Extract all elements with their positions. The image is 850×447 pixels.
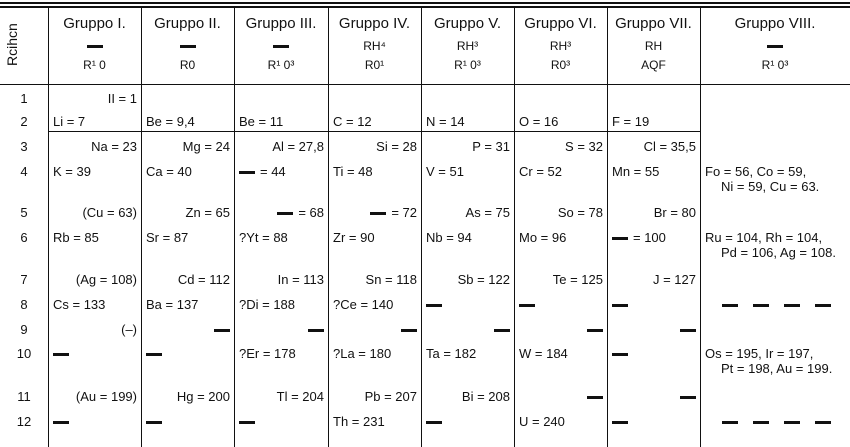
element-cell [514,322,603,337]
element-cell [612,114,649,129]
row-number: 2 [20,114,28,129]
row-number: 4 [20,164,28,179]
element-value: Te = 125 [552,272,603,287]
element-cell [612,297,628,312]
element-value: So = 78 [557,205,603,220]
placeholder-dash [612,421,628,424]
element-cell [705,164,819,194]
element-value: Sr = 87 [146,230,189,245]
element-value: Ti = 48 [333,164,373,179]
element-value: Ca = 40 [146,164,192,179]
element-value: Mg = 24 [182,139,230,154]
element-cell [146,297,198,312]
header-dash [767,45,783,48]
element-cell [426,114,465,129]
element-cell [146,230,188,245]
element-cell [234,205,324,220]
element-value: W = 184 [519,346,568,361]
placeholder-dash [426,304,442,307]
element-cell [705,230,836,260]
group-hydride-formula: RH [644,39,663,53]
group-title: Gruppo II. [154,15,221,32]
element-value: (Ag = 108) [75,272,137,287]
element-value: Zn = 65 [185,205,230,220]
element-cell [426,164,464,179]
element-cell [426,297,442,312]
placeholder-dash [587,396,603,399]
placeholder-dash [722,421,738,424]
element-cell [146,346,162,361]
element-cell [146,114,195,129]
element-value: Ta = 182 [426,346,477,361]
header-dash [87,45,103,48]
element-cell [146,414,162,429]
element-cell [48,272,137,287]
placeholder-dash [401,329,417,332]
row-label-header: Rcihcn [4,23,20,66]
element-value: (Au = 199) [75,389,137,404]
element-value: Cl = 35,5 [643,139,696,154]
group-oxide-formula: R¹ 0³ [454,58,481,72]
element-value: K = 39 [53,164,91,179]
element-cell [333,230,375,245]
element-cell [48,389,137,404]
element-cell [514,139,603,154]
cell-rule [421,131,514,132]
placeholder-dash [426,421,442,424]
element-value: Na = 23 [91,139,137,154]
element-cell [141,272,230,287]
element-value: ?Di = 188 [239,297,296,312]
element-value: ?Er = 178 [239,346,296,361]
row-number: 1 [20,91,28,106]
placeholder-dash [370,212,386,215]
element-cell [705,346,832,376]
cell-rule [607,131,700,132]
placeholder-dash [753,304,769,307]
element-cell [607,322,696,337]
group-hydride-formula: RH³ [456,39,479,53]
placeholder-dash [308,329,324,332]
column-divider [328,7,329,447]
element-cell [333,114,372,129]
element-value: Br = 80 [653,205,696,220]
element-cell [333,346,391,361]
element-value: Pb = 207 [364,389,417,404]
group-oxide-formula: R0 [179,58,196,72]
element-cell [48,322,137,337]
placeholder-dash [612,237,628,240]
placeholder-dash [53,353,69,356]
element-cell [519,346,568,361]
element-cell [48,139,137,154]
group-oxide-formula: AQF [641,58,666,72]
element-cell [239,164,286,179]
element-cell [519,230,566,245]
element-cell [239,297,295,312]
element-value: Tl = 204 [276,389,324,404]
element-cell [426,230,472,245]
row-number: 6 [20,230,28,245]
column-divider [514,7,515,447]
element-value: = 68 [298,205,324,220]
element-value: P = 31 [472,139,510,154]
cell-rule [141,131,234,132]
element-cell [519,114,558,129]
placeholder-dash [494,329,510,332]
placeholder-dash [784,304,800,307]
group-header [48,0,141,84]
element-cell [53,414,69,429]
element-value: Sb = 122 [457,272,510,287]
element-value: Hg = 200 [176,389,230,404]
element-value: II = 1 [107,91,137,106]
element-cell [514,389,603,404]
element-cell [48,205,137,220]
group-oxide-formula: R0³ [550,58,571,72]
element-value: Nb = 94 [426,230,472,245]
element-cell [48,91,137,106]
placeholder-dash [53,421,69,424]
group-header [700,0,850,84]
element-cell [514,272,603,287]
element-value: J = 127 [652,272,696,287]
element-cell [514,205,603,220]
element-cell [53,297,105,312]
group-oxide-formula: R¹ 0 [83,58,106,72]
element-value: Ba = 137 [146,297,199,312]
cell-rule [514,131,607,132]
element-cell [328,322,417,337]
element-cell [328,272,417,287]
element-value: V = 51 [426,164,464,179]
element-cell [421,205,510,220]
element-cell [141,139,230,154]
element-value: = 100 [633,230,666,245]
row-number: 7 [20,272,28,287]
group-title: Gruppo III. [245,15,317,32]
group-title: Gruppo VII. [615,15,692,32]
element-cell [421,139,510,154]
element-value: Sn = 118 [365,272,417,287]
column-divider [700,7,701,447]
placeholder-dash [587,329,603,332]
element-cell [53,114,85,129]
element-cell [53,164,91,179]
row-number: 8 [20,297,28,312]
element-cell [612,164,659,179]
element-cell [53,230,99,245]
placeholder-dash [612,353,628,356]
element-cell [519,414,565,429]
placeholder-dash [519,304,535,307]
element-value: F = 19 [612,114,650,129]
group-header [514,0,607,84]
element-cell [333,414,385,429]
placeholder-dash [680,329,696,332]
element-cell [333,297,393,312]
row-number: 11 [17,389,31,404]
element-value: Th = 231 [333,414,385,429]
group-oxide-formula: R0¹ [364,58,385,72]
placeholder-dash [277,212,293,215]
element-cell [141,389,230,404]
placeholder-dash [815,304,831,307]
element-value: In = 113 [277,272,324,287]
element-value-line2: Pt = 198, Au = 199. [721,361,833,376]
group-title: Gruppo IV. [338,15,411,32]
cell-rule [234,131,328,132]
group-hydride-formula: RH³ [549,39,572,53]
element-value: ?Ce = 140 [333,297,394,312]
header-dash [180,45,196,48]
element-value: Be = 9,4 [146,114,195,129]
element-value-line2: Pd = 106, Ag = 108. [721,245,836,260]
element-value: Cs = 133 [53,297,106,312]
placeholder-dash [815,421,831,424]
element-cell [328,139,417,154]
group-hydride-formula: RH⁴ [363,39,386,53]
row-number: 9 [20,322,28,337]
element-value: Rb = 85 [53,230,99,245]
column-divider [607,7,608,447]
element-cell [421,389,510,404]
element-cell [239,346,296,361]
column-divider [141,7,142,447]
element-value: Ru = 104, Rh = 104, [705,230,823,245]
element-value: Mn = 55 [612,164,660,179]
element-cell [612,346,628,361]
row-number: 10 [16,346,32,361]
cell-rule [328,131,421,132]
element-cell [607,272,696,287]
group-header [141,0,234,84]
element-cell [141,205,230,220]
element-value: Fo = 56, Co = 59, [705,164,807,179]
element-value: ?La = 180 [333,346,392,361]
group-header [328,0,421,84]
placeholder-dash [680,396,696,399]
element-cell [426,414,442,429]
element-cell [426,346,476,361]
element-value: = 72 [391,205,417,220]
group-title: Gruppo V. [434,15,501,32]
element-value: Zr = 90 [333,230,375,245]
column-divider [421,7,422,447]
element-value: (–) [121,322,137,337]
element-cell [328,389,417,404]
cell-rule [48,131,141,132]
placeholder-dash [146,421,162,424]
element-value: Be = 11 [239,114,284,129]
element-value: S = 32 [565,139,603,154]
placeholder-dash [239,171,255,174]
element-cell [234,389,324,404]
element-cell [519,297,535,312]
element-cell [234,139,324,154]
element-value-line2: Ni = 59, Cu = 63. [721,179,820,194]
group-header [421,0,514,84]
element-cell [234,272,324,287]
placeholder-dash [612,304,628,307]
element-cell [333,164,373,179]
row-number: 5 [20,205,28,220]
element-value: N = 14 [426,114,465,129]
header-rule [0,84,850,85]
placeholder-dash [753,421,769,424]
header-dash [273,45,289,48]
element-value: U = 240 [519,414,565,429]
group-header [607,0,700,84]
placeholder-dash [146,353,162,356]
element-cell [141,322,230,337]
element-cell [421,272,510,287]
element-cell [612,414,628,429]
element-cell [607,389,696,404]
row-number: 12 [16,414,32,429]
element-value: Bi = 208 [461,389,510,404]
element-cell [239,414,255,429]
placeholder-dash [214,329,230,332]
element-cell [53,346,69,361]
element-value: Al = 27,8 [272,139,324,154]
element-cell [146,164,192,179]
element-cell [234,322,324,337]
element-value: (Cu = 63) [82,205,137,220]
placeholder-dash [722,304,738,307]
element-cell [612,230,666,245]
element-cell [607,139,696,154]
group-title: Gruppo I. [63,15,126,32]
element-value: Si = 28 [376,139,417,154]
element-value: O = 16 [519,114,559,129]
element-cell [421,322,510,337]
element-cell [239,230,288,245]
element-value: ?Yt = 88 [239,230,288,245]
placeholder-dash [239,421,255,424]
placeholder-dash [784,421,800,424]
group-title: Gruppo VIII. [734,15,816,32]
group-oxide-formula: R¹ 0³ [761,58,789,72]
element-value: Li = 7 [53,114,86,129]
row-number: 3 [20,139,28,154]
column-divider [234,7,235,447]
element-cell [239,114,283,129]
element-value: As = 75 [465,205,510,220]
element-cell [328,205,417,220]
element-cell [519,164,562,179]
element-value: Os = 195, Ir = 197, [705,346,814,361]
element-value: Cr = 52 [519,164,562,179]
element-value: Mo = 96 [519,230,567,245]
element-cell [607,205,696,220]
group-title: Gruppo VI. [524,15,597,32]
column-divider [48,7,49,447]
group-oxide-formula: R¹ 0³ [267,58,295,72]
element-value: = 44 [260,164,286,179]
element-value: Cd = 112 [177,272,230,287]
element-value: C = 12 [333,114,372,129]
group-header [234,0,328,84]
